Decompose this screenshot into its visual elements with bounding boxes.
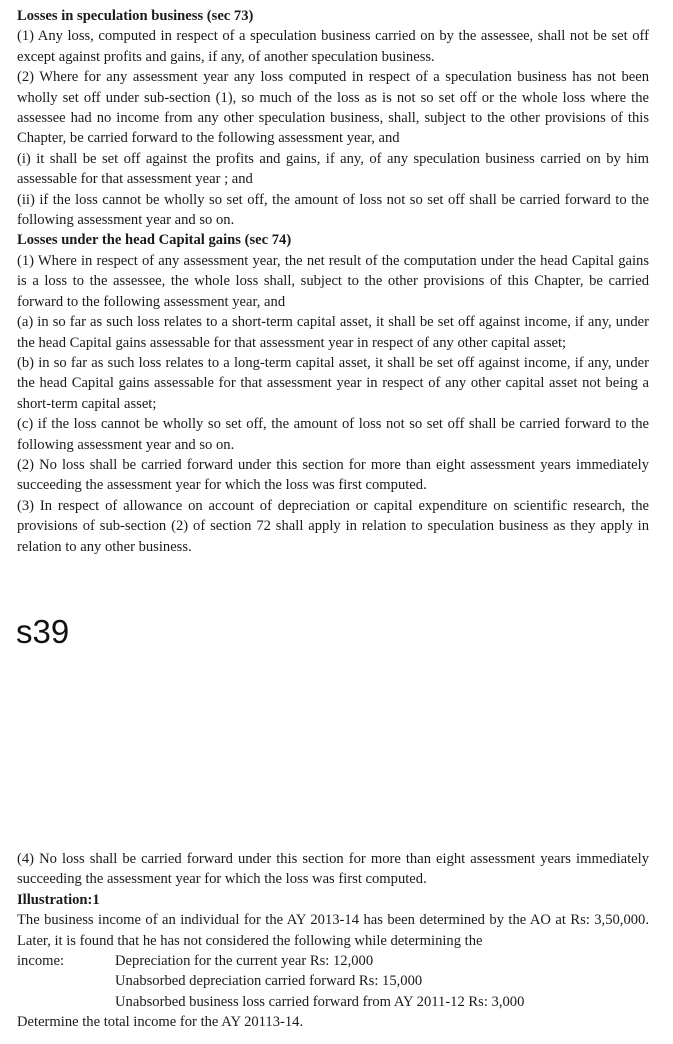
section-74-para-3: (b) in so far as such loss relates to a long-term capital asset, it shall be set off against income, if any, under the head Capital gains assessable for that assessment year in respect of any other capital asset not being a short-term capital asset; xyxy=(17,354,649,412)
illustration-heading: Illustration:1 xyxy=(17,891,100,908)
section-73-para-4: (ii) if the loss cannot be wholly so set off, the amount of loss not so set off shall be carried forward to the following assessment year and so on. xyxy=(17,191,649,229)
section-74-para-1: (1) Where in respect of any assessment year, the net result of the computation under the head Capital gains is a loss to the assessee, the whole loss shall, subject to the other provisions of this Chapter, be carried forward to the following assessment year, and xyxy=(17,252,649,310)
illustration-item: Unabsorbed business loss carried forward from AY 2011-12 Rs: 3,000 xyxy=(115,993,525,1010)
section-74-para-2: (a) in so far as such loss relates to a short-term capital asset, it shall be set off against income, if any, under the head Capital gains assessable for that assessment year in respect of any other capital asset; xyxy=(17,314,649,351)
section-74-para-6: (3) In respect of allowance on account of depreciation or capital expenditure on scientific research, the provisions of sub-section (2) of section 72 shall apply in relation to speculation business as they apply in relation to any other business. xyxy=(17,497,649,555)
section-73-para-1: (1) Any loss, computed in respect of a speculation business carried on by the assessee, shall not be set off except against profits and gains, if any, of another speculation business. xyxy=(17,28,649,65)
illustration-intro: The business income of an individual for the AY 2013-14 has been determined by the AO at Rs: 3,50,000. Later, it is found that he has not considered the following while determining the xyxy=(17,912,649,949)
section-74-para-4: (c) if the loss cannot be wholly so set off, the amount of loss not so set off shall be carried forward to the following assessment year and so on. xyxy=(17,416,649,453)
illustration-item-row xyxy=(17,971,649,991)
illustration-item: Depreciation for the current year Rs: 12,000 xyxy=(115,953,374,970)
continuation-paragraph: (4) No loss shall be carried forward under this section for more than eight assessment years immediately succeeding the assessment year for which the loss was first computed. xyxy=(17,851,649,888)
section-73-heading: Losses in speculation business (sec 73) xyxy=(17,8,254,24)
page-label: s39 xyxy=(16,613,70,650)
illustration-item-row xyxy=(17,992,649,1012)
section-74-para-5: (2) No loss shall be carried forward under this section for more than eight assessment years immediately succeeding the assessment year for which the loss was first computed. xyxy=(17,456,649,494)
illustration-item-row xyxy=(17,951,649,971)
section-74-heading: Losses under the head Capital gains (sec 74) xyxy=(17,232,292,249)
section-73-para-2: (2) Where for any assessment year any loss computed in respect of a speculation business has not been wholly set off under sub-section (1), so much of the loss as is not so set off or the whole loss where the assessee had no income from any other speculation business, shall, subject to the other provisions of this Chapter, be carried forward to the following assessment year, and xyxy=(17,69,649,147)
illustration-question: Determine the total income for the AY 20113-14. xyxy=(17,1014,304,1031)
illustration-lead: income: xyxy=(17,953,65,970)
law-text-section xyxy=(17,6,649,557)
illustration-section xyxy=(17,849,649,1033)
illustration-item: Unabsorbed depreciation carried forward Rs: 15,000 xyxy=(115,973,423,990)
section-73-para-3: (i) it shall be set off against the profits and gains, if any, of any speculation business carried on by him assessable for that assessment year ; and xyxy=(17,150,649,188)
